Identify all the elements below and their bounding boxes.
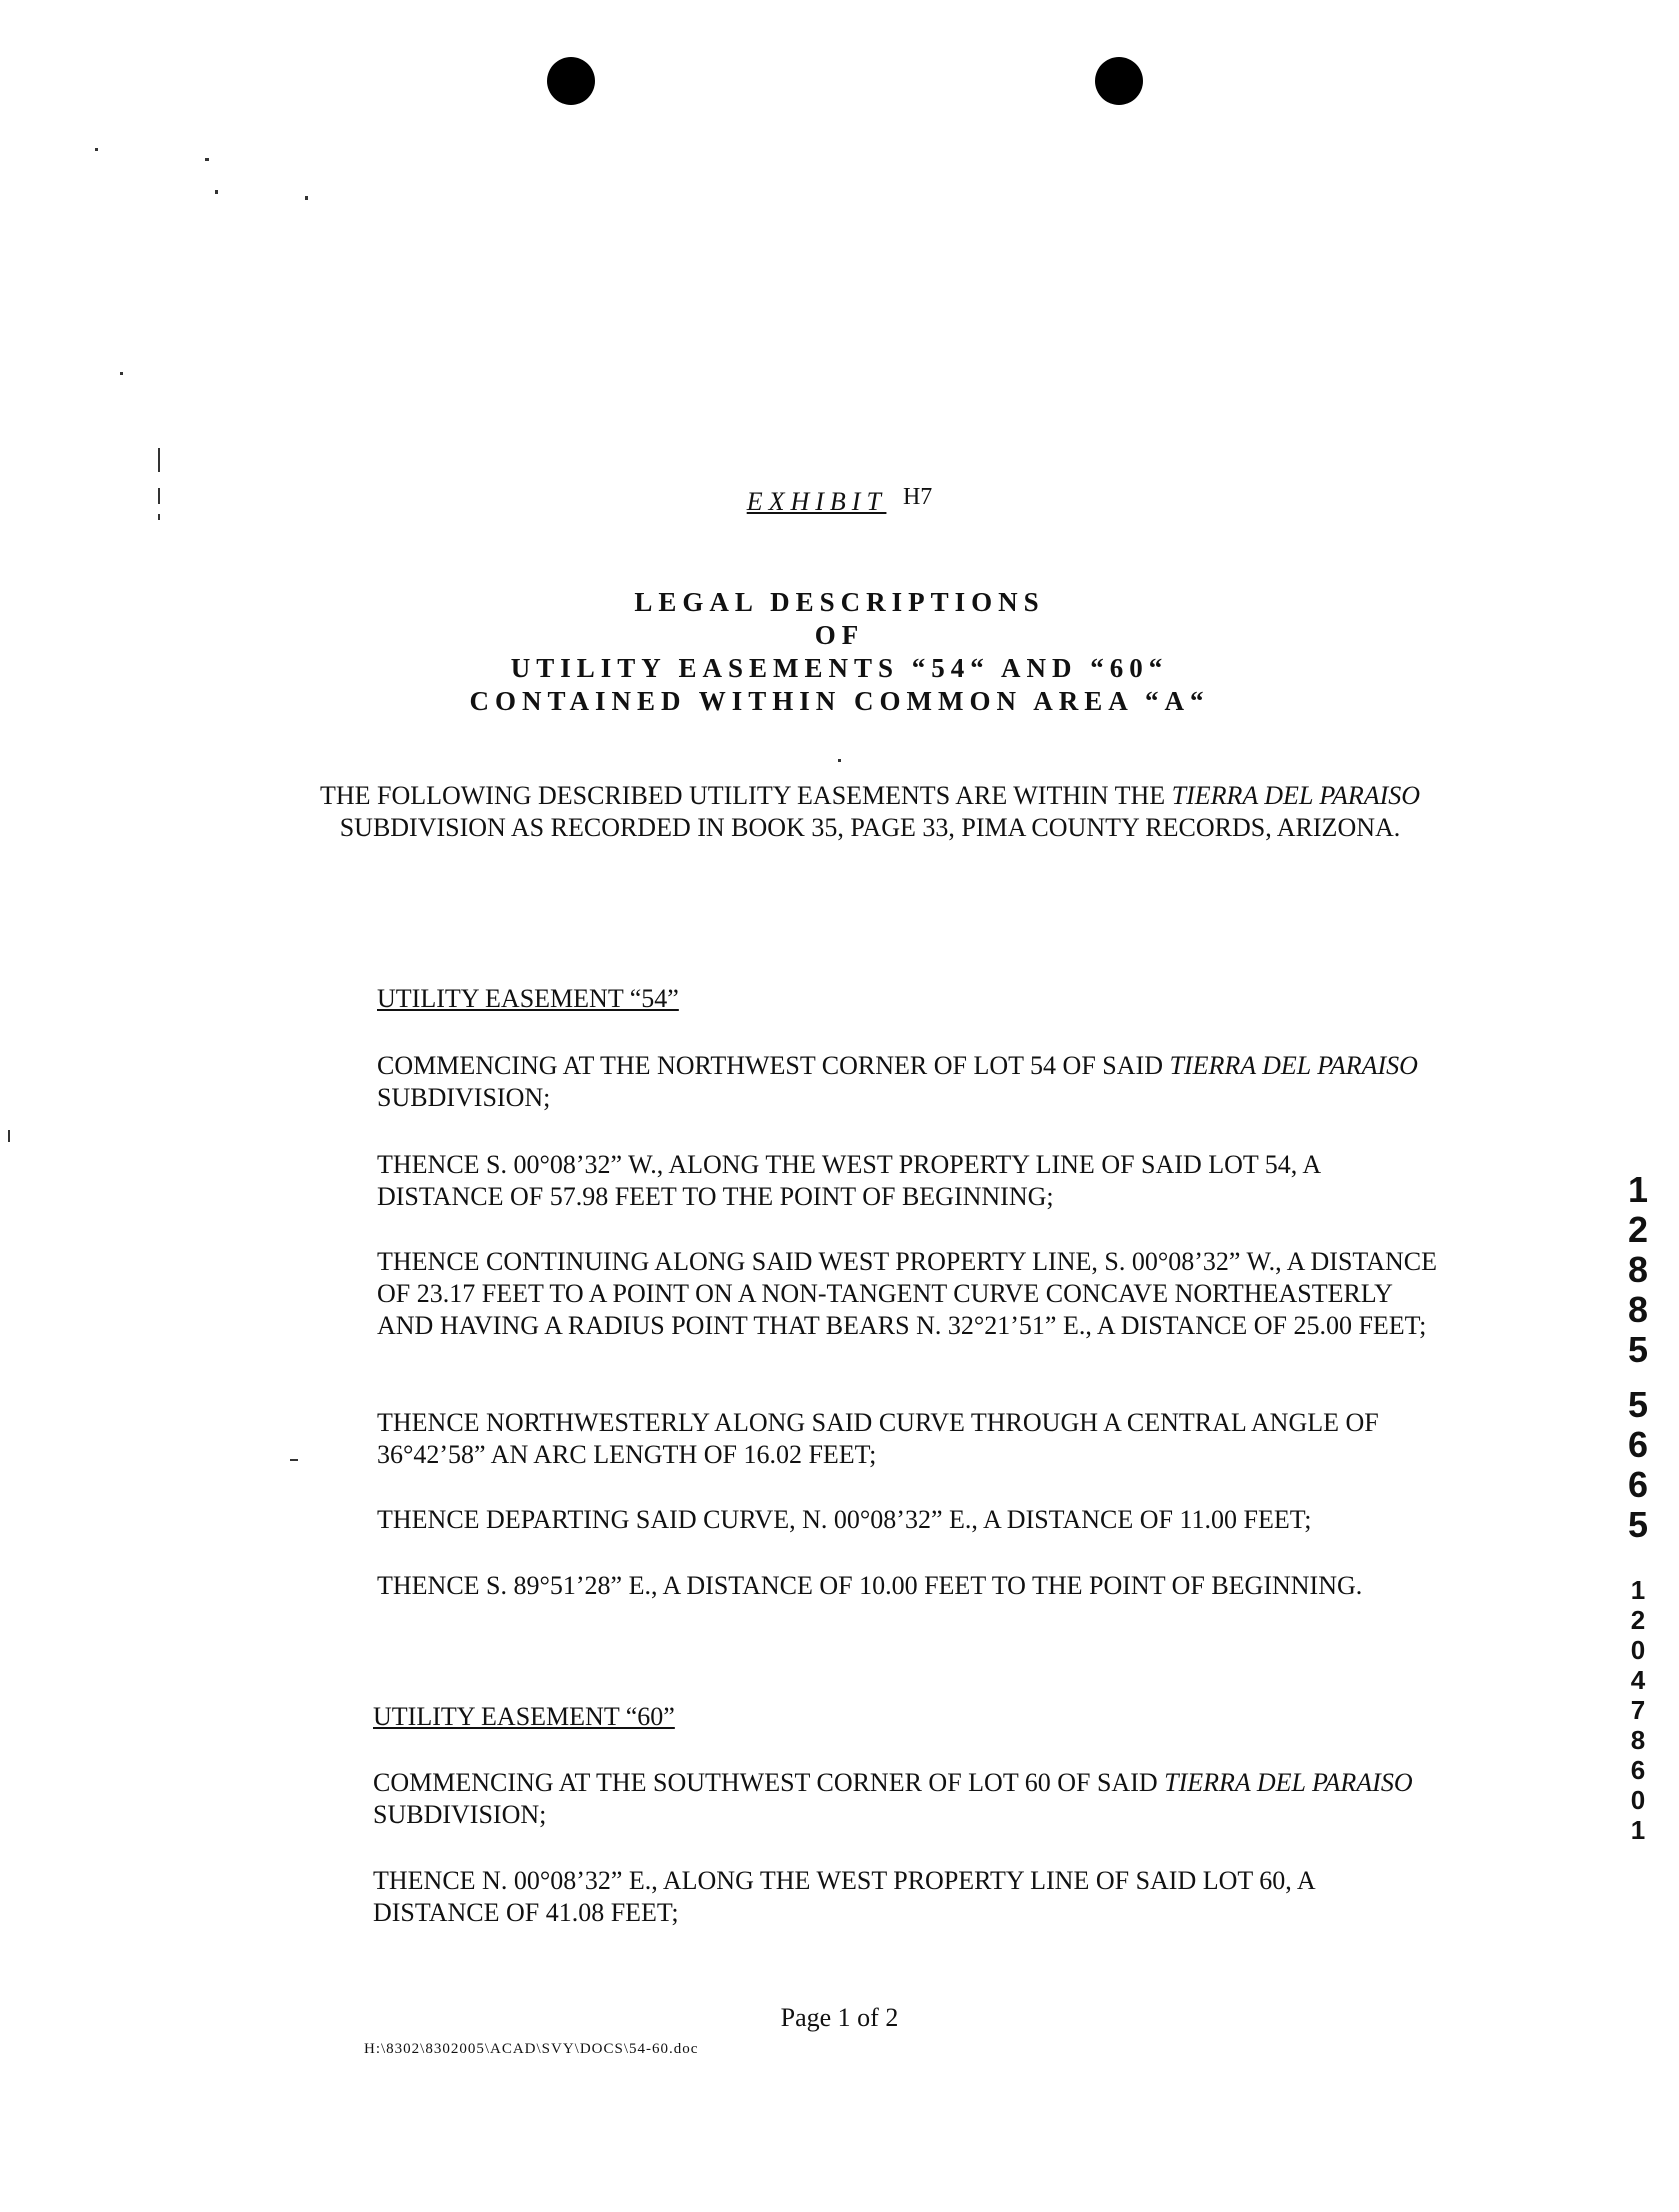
easement-60-course-1: THENCE N. 00°08’32” E., ALONG THE WEST PROPERTY LINE OF SAID LOT 60, A DISTANCE OF 41.08 FEET;	[373, 1866, 1315, 1927]
stamp-digit: 2	[1630, 1605, 1646, 1635]
document-title	[0, 586, 1679, 718]
subdivision-name: TIERRA DEL PARAISO	[1171, 781, 1421, 810]
title-line-3: UTILITY EASEMENTS “54“ AND “60“	[510, 653, 1169, 683]
easement-54-commencing	[377, 1050, 1447, 1114]
intro-text: SUBDIVISION AS RECORDED IN BOOK 35, PAGE 33, PIMA COUNTY RECORDS, ARIZONA.	[339, 813, 1401, 842]
scan-mark	[215, 190, 218, 194]
recording-stamp-top	[1618, 1170, 1658, 1370]
easement-54-course-5: THENCE S. 89°51’28” E., A DISTANCE OF 10.00 FEET TO THE POINT OF BEGINNING.	[377, 1571, 1363, 1600]
stamp-digit: 6	[1630, 1755, 1646, 1785]
title-line-2: OF	[814, 620, 865, 650]
stamp-digit: 5	[1627, 1504, 1649, 1545]
scan-mark	[120, 372, 123, 375]
stamp-digit: 1	[1630, 1575, 1646, 1605]
stamp-digit: 1	[1630, 1815, 1646, 1845]
exhibit-text: EXHIBIT	[746, 487, 887, 516]
exhibit-handwritten-number: H7	[902, 484, 933, 510]
stamp-digit: 6	[1627, 1424, 1649, 1465]
easement-54-heading: UTILITY EASEMENT “54”	[377, 984, 679, 1013]
stamp-digit: 0	[1630, 1785, 1646, 1815]
stamp-digit: 5	[1627, 1329, 1649, 1370]
scan-mark	[305, 196, 308, 200]
paragraph-text: SUBDIVISION;	[373, 1800, 547, 1829]
title-line-1: LEGAL DESCRIPTIONS	[634, 587, 1045, 617]
easement-60-commencing	[373, 1767, 1443, 1831]
scan-mark	[838, 759, 841, 762]
subdivision-name: TIERRA DEL PARAISO	[1169, 1051, 1418, 1080]
easement-54-course-4: THENCE DEPARTING SAID CURVE, N. 00°08’32” E., A DISTANCE OF 11.00 FEET;	[377, 1505, 1312, 1534]
stamp-digit: 0	[1630, 1635, 1646, 1665]
stamp-digit: 4	[1630, 1665, 1646, 1695]
intro-text: THE FOLLOWING DESCRIBED UTILITY EASEMENTS ARE WITHIN THE	[319, 781, 1166, 810]
stamp-digit: 8	[1627, 1289, 1649, 1330]
scan-mark	[205, 158, 209, 161]
stamp-digit: 2	[1627, 1209, 1649, 1250]
subdivision-name: TIERRA DEL PARAISO	[1164, 1768, 1413, 1797]
page-number: Page 1 of 2	[780, 2003, 899, 2032]
stamp-digit: 8	[1630, 1725, 1646, 1755]
stamp-digit: 5	[1627, 1384, 1649, 1425]
easement-54-course-2: THENCE CONTINUING ALONG SAID WEST PROPERTY LINE, S. 00°08’32” W., A DISTANCE OF 23.17 FEET TO A POINT ON A NON-TANGENT CURVE CONCAVE NORTHEASTERLY AND HAVING A RADIUS POINT THAT BEARS N. 32°21’51” E., A DISTANCE OF 25.00 FEET;	[377, 1247, 1437, 1340]
scan-mark	[95, 148, 98, 151]
punch-hole-right	[1095, 57, 1143, 105]
stamp-digit: 6	[1627, 1464, 1649, 1505]
punch-hole-left	[547, 57, 595, 105]
paragraph-text: SUBDIVISION;	[377, 1083, 551, 1112]
file-path: H:\8302\8302005\ACAD\SVY\DOCS\54-60.doc	[364, 2041, 699, 2057]
stamp-digit: 8	[1627, 1249, 1649, 1290]
scan-mark	[158, 448, 160, 472]
exhibit-label	[0, 484, 1679, 517]
scan-mark	[8, 1130, 10, 1142]
easement-60-heading: UTILITY EASEMENT “60”	[373, 1702, 675, 1731]
stamp-digit: 7	[1630, 1695, 1646, 1725]
paragraph-text: COMMENCING AT THE SOUTHWEST CORNER OF LOT 60 OF SAID	[373, 1768, 1158, 1797]
paragraph-text: COMMENCING AT THE NORTHWEST CORNER OF LOT 54 OF SAID	[377, 1051, 1163, 1080]
easement-54-course-3: THENCE NORTHWESTERLY ALONG SAID CURVE THROUGH A CENTRAL ANGLE OF 36°42’58” AN ARC LENGTH OF 16.02 FEET;	[377, 1408, 1379, 1469]
easement-54-course-1: THENCE S. 00°08’32” W., ALONG THE WEST PROPERTY LINE OF SAID LOT 54, A DISTANCE OF 57.98 FEET TO THE POINT OF BEGINNING;	[377, 1150, 1320, 1211]
scan-mark	[290, 1459, 298, 1461]
recording-stamp-middle	[1618, 1385, 1658, 1545]
title-line-4: CONTAINED WITHIN COMMON AREA “A“	[469, 686, 1210, 716]
intro-paragraph	[300, 780, 1440, 844]
stamp-digit: 1	[1627, 1169, 1649, 1210]
recording-stamp-bottom	[1618, 1575, 1658, 1845]
